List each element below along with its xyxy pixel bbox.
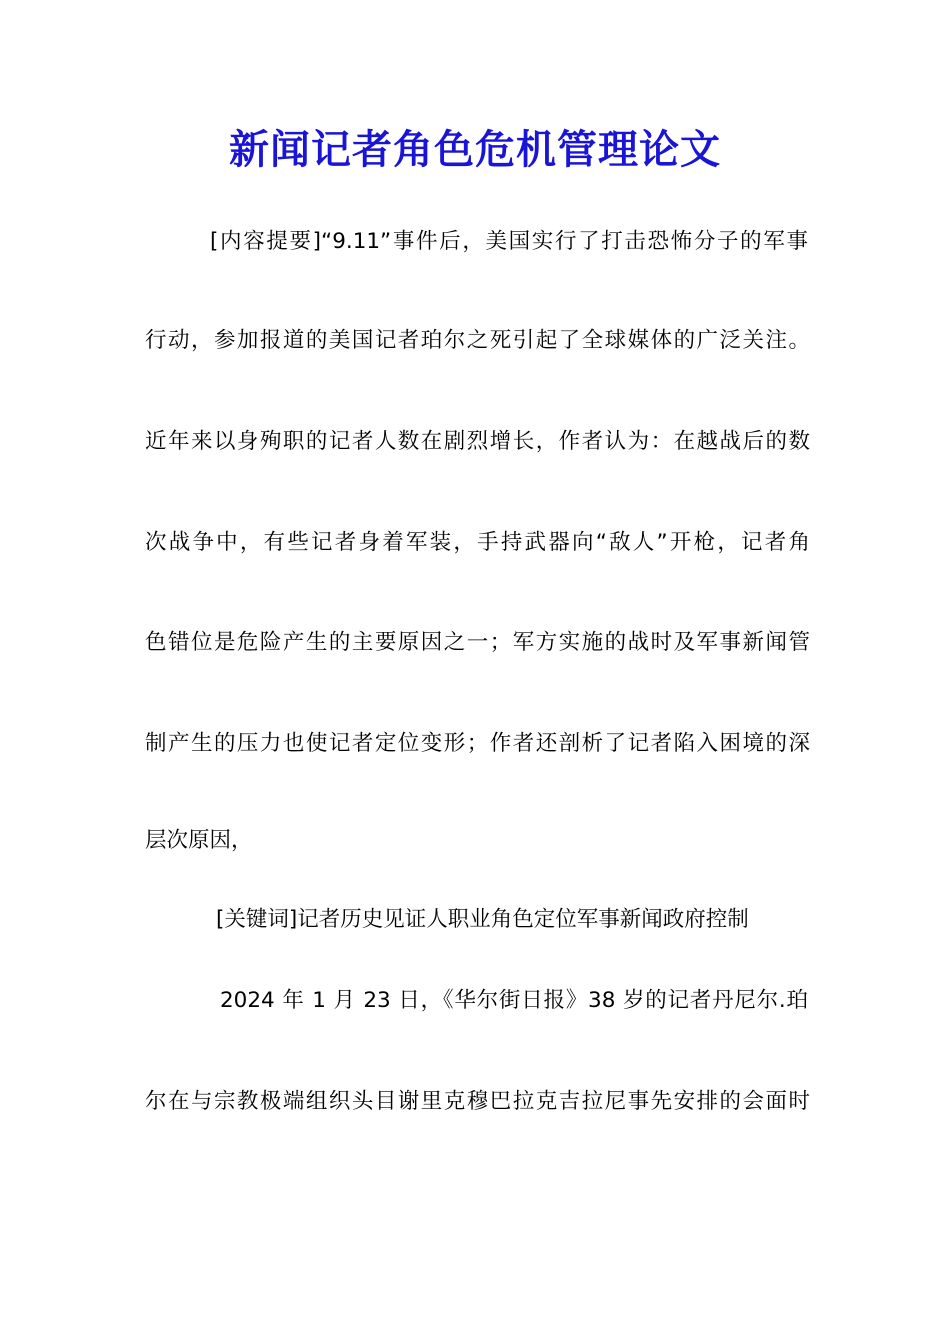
paragraph-line: 近年来以身殉职的记者人数在剧烈增长，作者认为：在越战后的数 xyxy=(145,429,810,454)
paragraph-line: 尔在与宗教极端组织头目谢里克穆巴拉克吉拉尼事先安排的会面时 xyxy=(145,1089,810,1114)
document-title: 新闻记者角色危机管理论文 xyxy=(229,126,721,173)
paragraph-line: 层次原因， xyxy=(145,828,253,853)
paragraph-line: 行动，参加报道的美国记者珀尔之死引起了全球媒体的广泛关注。 xyxy=(145,328,810,353)
paragraph-line: 制产生的压力也使记者定位变形；作者还剖析了记者陷入困境的深 xyxy=(145,731,810,756)
keywords-line: [关键词]记者历史见证人职业角色定位军事新闻政府控制 xyxy=(216,907,749,932)
paragraph-line: 色错位是危险产生的主要原因之一；军方实施的战时及军事新闻管 xyxy=(145,630,810,655)
paragraph-line: 次战争中，有些记者身着军装，手持武器向“敌人”开枪，记者角 xyxy=(145,530,810,555)
paragraph-line: [内容提要]“9.11”事件后，美国实行了打击恐怖分子的军事 xyxy=(210,229,808,254)
paragraph-line: 2024 年 1 月 23 日，《华尔街日报》38 岁的记者丹尼尔.珀 xyxy=(220,988,808,1013)
